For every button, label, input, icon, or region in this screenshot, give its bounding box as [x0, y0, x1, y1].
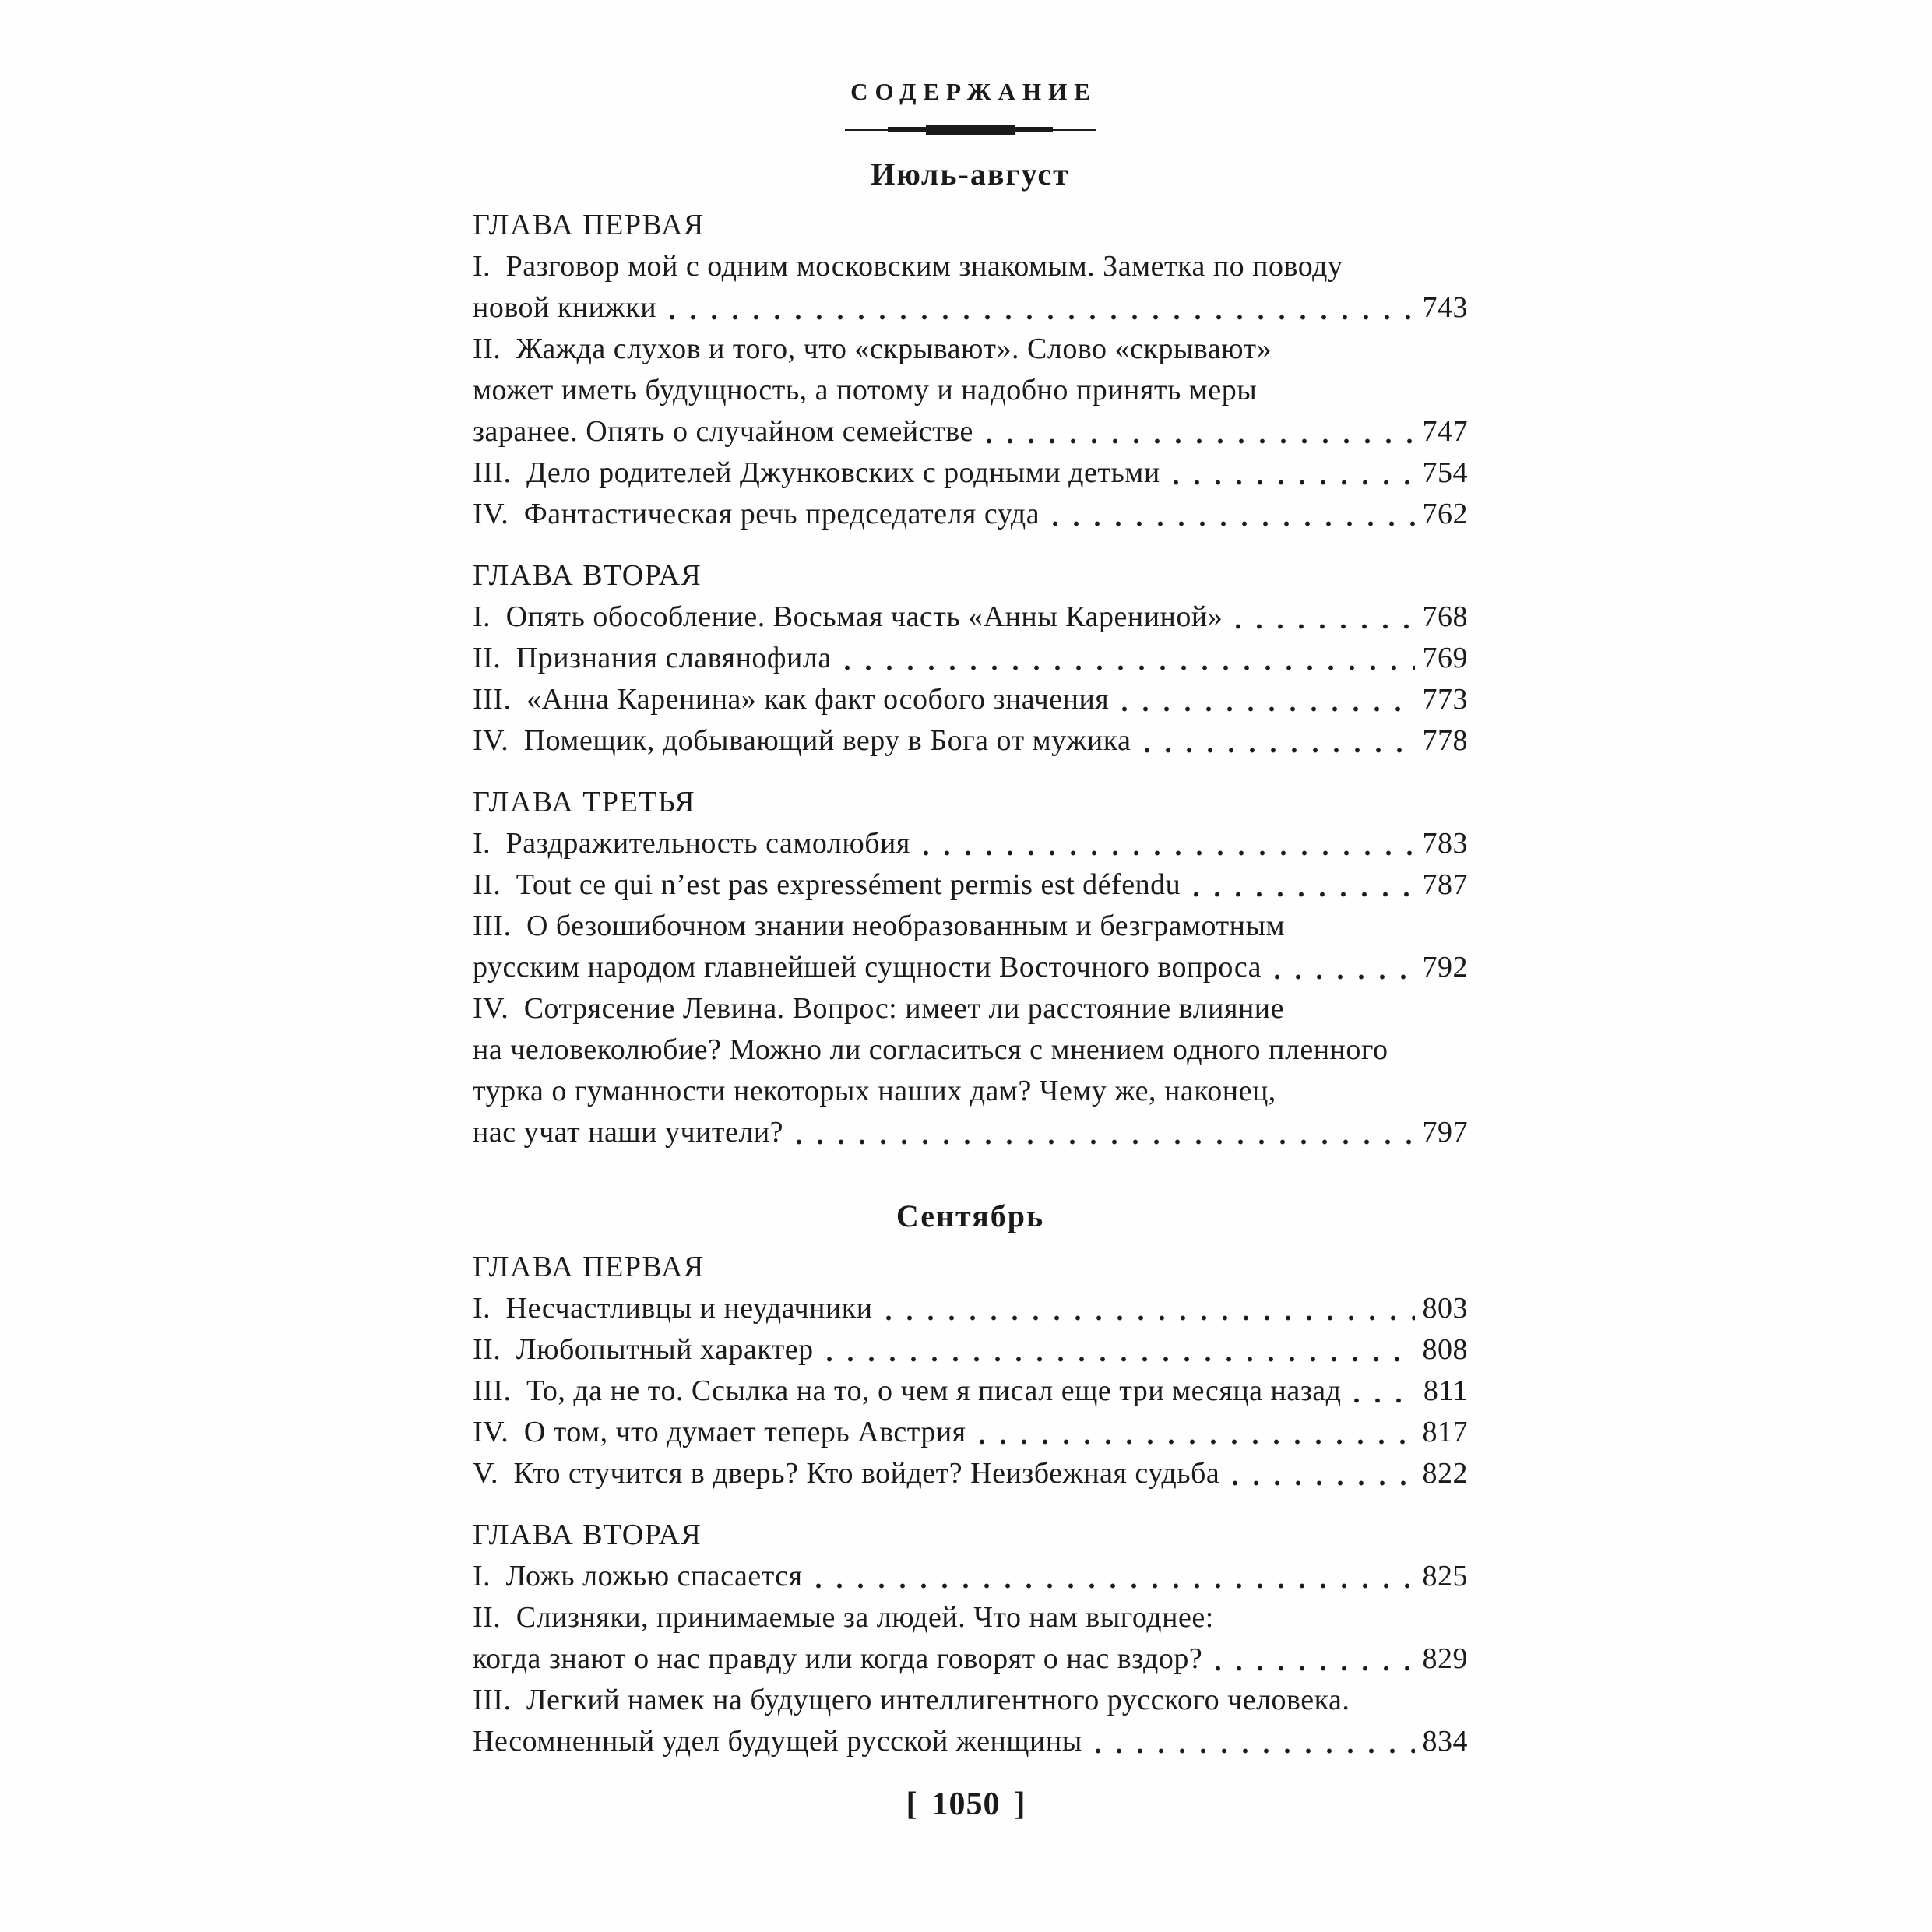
toc-entry	[473, 1597, 1468, 1680]
entry-text: IV. О том, что думает теперь Австрия	[473, 1416, 966, 1448]
entry-text: II. Любопытный характер	[473, 1333, 814, 1366]
toc-entry-line	[473, 1071, 1468, 1112]
toc-entry	[473, 1412, 1468, 1453]
dot-leader	[1095, 1747, 1415, 1754]
dot-leader	[986, 438, 1415, 445]
entry-text: может иметь будущность, а потому и надобно принять меры	[473, 374, 1258, 406]
entry-text: IV. Сотрясение Левина. Вопрос: имеет ли расстояние влияние	[473, 992, 1285, 1025]
entry-page-number: 747	[1422, 415, 1468, 448]
toc-entry	[473, 720, 1468, 762]
entry-page-number: 783	[1422, 827, 1468, 860]
entry-page-number: 754	[1422, 456, 1468, 489]
dot-leader	[923, 850, 1415, 857]
entry-text: III. То, да не то. Ссылка на то, о чем я писал еще три месяца назад	[473, 1374, 1342, 1407]
toc-entry	[473, 823, 1468, 864]
dot-leader	[1232, 1480, 1414, 1487]
toc-entry-line	[473, 864, 1468, 906]
entry-page-number: 834	[1422, 1725, 1468, 1758]
page-title: СОДЕРЖАНИЕ	[850, 78, 1097, 105]
entry-page-number: 773	[1422, 683, 1468, 716]
entry-text: II. Жажда слухов и того, что «скрывают». Слово «скрывают»	[473, 333, 1272, 365]
toc-entry-line	[473, 1412, 1468, 1453]
dot-leader	[1144, 747, 1415, 754]
chapter	[473, 205, 1468, 535]
entry-page-number: 769	[1422, 642, 1468, 674]
toc-entry	[473, 452, 1468, 494]
entry-text: III. «Анна Каренина» как факт особого значения	[473, 683, 1110, 716]
entry-text: II. Tout ce qui n’est pas expressément permis est défendu	[473, 868, 1181, 901]
dot-leader	[1052, 520, 1414, 527]
toc-entry-line	[473, 1680, 1468, 1721]
dot-leader	[1121, 706, 1414, 713]
chapter	[473, 555, 1468, 762]
toc-entry	[473, 329, 1468, 452]
folio-open-bracket: [	[906, 1786, 918, 1822]
month-heading: Июль-август	[871, 157, 1070, 192]
entry-text: III. Дело родителей Джунковских с родными детьми	[473, 456, 1160, 489]
dot-leader	[1173, 479, 1415, 486]
folio-close-bracket: ]	[1014, 1786, 1026, 1822]
dot-leader	[815, 1582, 1415, 1589]
toc-entry-line	[473, 1329, 1468, 1371]
toc-entry	[473, 1371, 1468, 1412]
dot-leader	[1274, 973, 1414, 980]
chapter	[473, 782, 1468, 1153]
toc-entry-line	[473, 1029, 1468, 1071]
dot-leader	[1193, 891, 1414, 898]
entry-page-number: 811	[1423, 1374, 1468, 1407]
toc-entry	[473, 638, 1468, 679]
chapter	[473, 1247, 1468, 1494]
chapter-title: ГЛАВА ВТОРАЯ	[473, 1519, 702, 1551]
toc-entry-line	[473, 1371, 1468, 1412]
toc-entry	[473, 988, 1468, 1153]
toc-entry	[473, 596, 1468, 638]
dot-leader	[669, 314, 1414, 321]
dot-leader	[796, 1138, 1414, 1145]
dot-leader	[979, 1438, 1415, 1445]
toc-entry-line	[473, 370, 1468, 411]
entry-text: на человеколюбие? Можно ли согласиться с мнением одного пленного	[473, 1033, 1388, 1066]
entry-text: II. Слизняки, принимаемые за людей. Что нам выгоднее:	[473, 1601, 1214, 1634]
entry-text: заранее. Опять о случайном семействе	[473, 415, 973, 448]
entry-text: I. Раздражительность самолюбия	[473, 827, 910, 860]
entry-page-number: 829	[1422, 1642, 1468, 1675]
toc-entry-line	[473, 246, 1468, 287]
entry-page-number: 825	[1422, 1560, 1468, 1592]
entry-text: I. Опять обособление. Восьмая часть «Анны Карениной»	[473, 600, 1223, 633]
entry-text: I. Разговор мой с одним московским знакомым. Заметка по поводу	[473, 250, 1343, 283]
entry-text: новой книжки	[473, 291, 657, 324]
entry-text: III. Легкий намек на будущего интеллигентного русского человека.	[473, 1684, 1350, 1716]
page-header	[473, 76, 1468, 135]
ornamental-divider	[845, 125, 1096, 135]
table-of-contents	[473, 155, 1468, 1762]
toc-entry-line	[473, 1288, 1468, 1329]
toc-section	[473, 1197, 1468, 1762]
toc-entry-line	[473, 720, 1468, 762]
toc-entry-line	[473, 329, 1468, 370]
entry-text: Несомненный удел будущей русской женщины	[473, 1725, 1082, 1758]
entry-page-number: 817	[1422, 1416, 1468, 1448]
entry-text: нас учат наши учители?	[473, 1116, 784, 1149]
toc-entry	[473, 906, 1468, 988]
divider-core-bar	[926, 125, 1015, 135]
toc-entry	[473, 1288, 1468, 1329]
toc-section	[473, 155, 1468, 1153]
dot-leader	[1215, 1665, 1414, 1672]
toc-entry-line	[473, 947, 1468, 988]
toc-entry-line	[473, 906, 1468, 947]
toc-entry-line	[473, 1597, 1468, 1638]
toc-entry	[473, 1556, 1468, 1597]
chapter-title: ГЛАВА ПЕРВАЯ	[473, 1251, 705, 1283]
entry-page-number: 743	[1422, 291, 1468, 324]
page-footer	[0, 1785, 1932, 1824]
toc-entry-line	[473, 638, 1468, 679]
dot-leader	[885, 1314, 1415, 1321]
entry-page-number: 792	[1422, 951, 1468, 984]
toc-entry-line	[473, 1112, 1468, 1153]
toc-entry	[473, 679, 1468, 720]
toc-entry	[473, 246, 1468, 329]
toc-entry	[473, 1329, 1468, 1371]
toc-entry-line	[473, 494, 1468, 535]
entry-text: турка о гуманности некоторых наших дам? Чему же, наконец,	[473, 1075, 1276, 1107]
entry-text: V. Кто стучится в дверь? Кто войдет? Неизбежная судьба	[473, 1457, 1220, 1490]
entry-text: III. О безошибочном знании необразованным и безграмотным	[473, 910, 1286, 942]
entry-page-number: 808	[1422, 1333, 1468, 1366]
toc-entry-line	[473, 596, 1468, 638]
entry-page-number: 797	[1422, 1116, 1468, 1149]
entry-page-number: 787	[1422, 868, 1468, 901]
toc-entry-line	[473, 287, 1468, 329]
toc-entry-line	[473, 1721, 1468, 1762]
chapter-title: ГЛАВА ТРЕТЬЯ	[473, 786, 696, 818]
entry-text: II. Признания славянофила	[473, 642, 832, 674]
toc-entry	[473, 494, 1468, 535]
entry-page-number: 803	[1422, 1292, 1468, 1325]
dot-leader	[826, 1356, 1415, 1363]
entry-page-number: 778	[1422, 724, 1468, 757]
dot-leader	[844, 664, 1415, 671]
entry-page-number: 762	[1422, 498, 1468, 530]
toc-entry-line	[473, 411, 1468, 452]
entry-text: русским народом главнейшей сущности Восточного вопроса	[473, 951, 1262, 984]
entry-page-number: 768	[1422, 600, 1468, 633]
folio-number: 1050	[931, 1786, 1001, 1822]
dot-leader	[1235, 623, 1414, 630]
entry-text: I. Ложь ложью спасается	[473, 1560, 803, 1592]
entry-text: IV. Помещик, добывающий веру в Бога от мужика	[473, 724, 1131, 757]
dot-leader	[1353, 1397, 1415, 1404]
entry-text: IV. Фантастическая речь председателя суда	[473, 498, 1040, 530]
toc-entry-line	[473, 988, 1468, 1029]
chapter	[473, 1515, 1468, 1762]
toc-entry	[473, 864, 1468, 906]
entry-text: I. Несчастливцы и неудачники	[473, 1292, 873, 1325]
month-heading: Сентябрь	[896, 1198, 1045, 1233]
toc-entry-line	[473, 1453, 1468, 1494]
chapter-title: ГЛАВА ВТОРАЯ	[473, 559, 702, 592]
toc-entry-line	[473, 679, 1468, 720]
toc-entry-line	[473, 452, 1468, 494]
entry-page-number: 822	[1422, 1457, 1468, 1490]
entry-text: когда знают о нас правду или когда говорят о нас вздор?	[473, 1642, 1203, 1675]
toc-entry-line	[473, 1556, 1468, 1597]
toc-entry-line	[473, 1638, 1468, 1680]
toc-entry-line	[473, 823, 1468, 864]
chapter-title: ГЛАВА ПЕРВАЯ	[473, 209, 705, 241]
toc-entry	[473, 1453, 1468, 1494]
toc-entry	[473, 1680, 1468, 1762]
